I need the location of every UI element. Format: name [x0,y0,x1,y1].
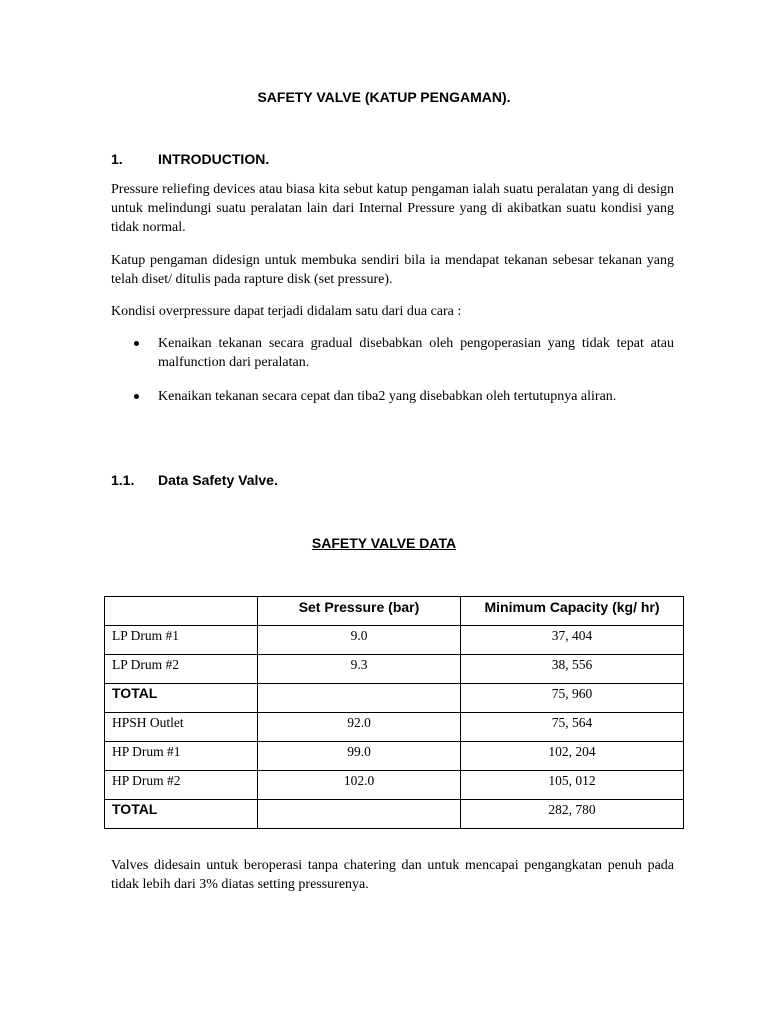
table-cell [258,800,461,829]
table-cell: 75, 564 [461,713,684,742]
section-number: 1. [111,151,123,167]
section-title: INTRODUCTION. [158,151,270,167]
bullet-icon [134,394,139,399]
table-cell: HP Drum #1 [105,742,258,771]
table-row-total [105,684,684,713]
document-title: SAFETY VALVE (KATUP PENGAMAN). [257,89,511,105]
table-header-cell: Set Pressure (bar) [258,597,461,626]
table-header-row [105,597,684,626]
paragraph-kondisi: Kondisi overpressure dapat terjadi didalam satu dari dua cara : [111,304,462,319]
paragraph-katup: Katup pengaman didesign untuk membuka sendiri bila ia mendapat tekanan sebesar tekanan yang telah diset/ ditulis pada rapture disk (set pressure). [111,253,674,287]
table-cell: TOTAL [105,684,258,713]
table-cell: 9.3 [258,655,461,684]
bullet-text: Kenaikan tekanan secara cepat dan tiba2 yang disebabkan oleh tertutupnya aliran. [158,389,617,404]
table-cell: 102.0 [258,771,461,800]
paragraph-closing: Valves didesain untuk beroperasi tanpa chatering dan untuk mencapai pengangkatan penuh pada tidak lebih dari 3% diatas setting pressurenya. [111,858,674,892]
table-row [105,713,684,742]
table-row [105,742,684,771]
bullet-item [111,387,674,406]
section-number: 1.1. [111,472,135,488]
table-cell: 99.0 [258,742,461,771]
table-header-cell: Minimum Capacity (kg/ hr) [461,597,684,626]
table-cell: 37, 404 [461,626,684,655]
table-caption-text: SAFETY VALVE DATA [311,535,457,551]
table-cell: 38, 556 [461,655,684,684]
paragraph-intro: Pressure reliefing devices atau biasa kita sebut katup pengaman ialah suatu peralatan yang di design untuk melindungi suatu peralatan lain dari Internal Pressure yang di akibatkan suatu kondisi yang tidak normal. [111,182,674,235]
safety-valve-table [104,596,684,829]
table-cell: 105, 012 [461,771,684,800]
section-title: Data Safety Valve. [158,472,278,488]
table-cell: LP Drum #1 [105,626,258,655]
table-cell: 92.0 [258,713,461,742]
bullet-icon [134,341,139,346]
table-header-cell [105,597,258,626]
table-row [105,771,684,800]
table-cell: HPSH Outlet [105,713,258,742]
bullet-item [111,334,674,372]
bullet-list [111,334,674,406]
table-cell: 102, 204 [461,742,684,771]
table-cell [258,684,461,713]
table-cell: 75, 960 [461,684,684,713]
table-row [105,626,684,655]
table-cell: HP Drum #2 [105,771,258,800]
table-cell: 282, 780 [461,800,684,829]
table-caption [0,534,768,552]
table-cell: LP Drum #2 [105,655,258,684]
table-cell: TOTAL [105,800,258,829]
bullet-text: Kenaikan tekanan secara gradual disebabkan oleh pengoperasian yang tidak tepat atau malfunction dari peralatan. [158,336,674,370]
table-row [105,655,684,684]
table-row-total [105,800,684,829]
table-cell: 9.0 [258,626,461,655]
